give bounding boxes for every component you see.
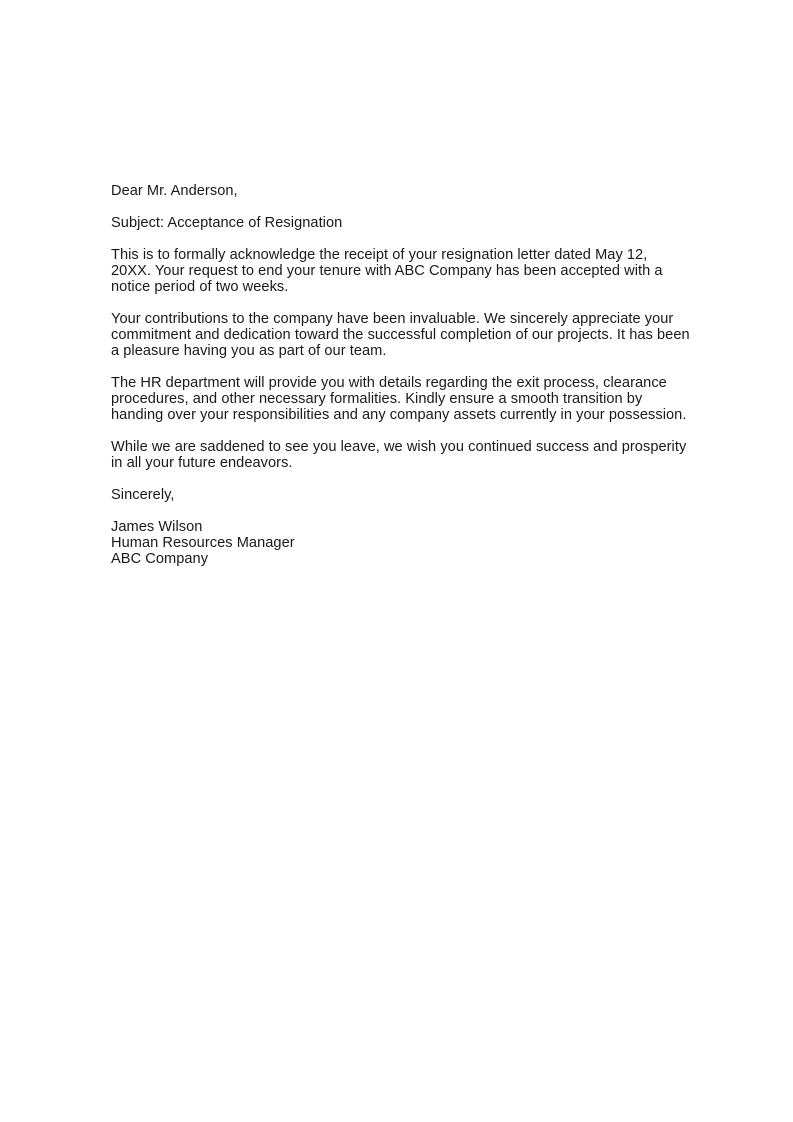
letter-body (111, 183, 691, 567)
closing: Sincerely, (111, 487, 175, 503)
signature-block (111, 519, 691, 567)
salutation: Dear Mr. Anderson, (111, 183, 238, 199)
subject-line: Subject: Acceptance of Resignation (111, 215, 343, 231)
signature-company: ABC Company (111, 551, 209, 567)
paragraph-exit-process: The HR department will provide you with details regarding the exit process, clearance procedures, and other necessary formalities. Kindly ensure a smooth transition by handing over your responsibilities and any company assets currently in your possession. (111, 375, 687, 423)
paragraph-appreciation: Your contributions to the company have been invaluable. We sincerely appreciate your commitment and dedication toward the successful completion of our projects. It has been a pleasure having you as part of our team. (111, 311, 690, 359)
paragraph-farewell: While we are saddened to see you leave, we wish you continued success and prosperity in all your future endeavors. (111, 439, 687, 471)
paragraph-acknowledgement: This is to formally acknowledge the receipt of your resignation letter dated May 12, 20XX. Your request to end your tenure with ABC Company has been accepted with a notice period of two weeks. (111, 247, 663, 295)
signature-title: Human Resources Manager (111, 535, 295, 551)
signature-name: James Wilson (111, 519, 203, 535)
